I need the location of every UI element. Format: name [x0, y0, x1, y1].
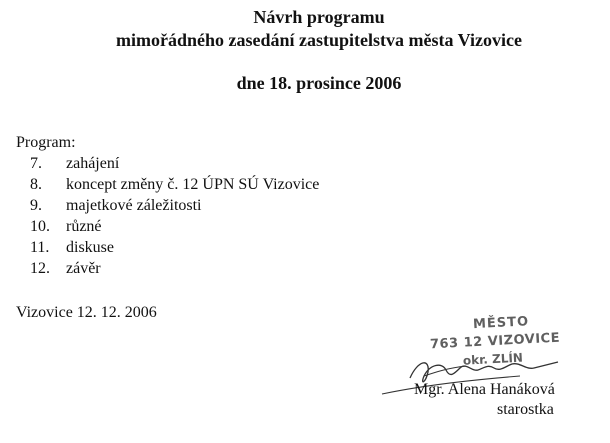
program-item-text: koncept změny č. 12 ÚPN SÚ Vizovice	[66, 176, 320, 193]
program-item-number: 9.	[30, 197, 42, 214]
program-item	[30, 174, 319, 195]
document-date: dne 18. prosince 2006	[236, 73, 402, 93]
program-label: Program:	[16, 134, 76, 151]
program-item	[30, 195, 319, 216]
program-item-number: 12.	[30, 260, 50, 277]
stamp-line-district: okr. ZLÍN	[462, 350, 524, 368]
program-list	[30, 153, 319, 279]
stamp-line-city: MĚSTO	[472, 314, 530, 333]
program-item-number: 11.	[30, 239, 50, 256]
program-item	[30, 216, 319, 237]
program-item	[30, 258, 319, 279]
program-item-number: 7.	[30, 155, 42, 172]
place-date: Vizovice 12. 12. 2006	[16, 304, 157, 321]
program-item-text: zahájení	[66, 155, 120, 172]
program-item	[30, 237, 319, 258]
program-item	[30, 153, 319, 174]
program-item-text: různé	[66, 218, 102, 235]
stamp-line-address: 763 12 VIZOVICE	[429, 330, 561, 353]
program-item-text: diskuse	[66, 239, 114, 256]
document-title: Návrh programu	[253, 7, 385, 27]
document-subtitle: mimořádného zasedání zastupitelstva města Vizovice	[116, 30, 522, 50]
program-item-number: 10.	[30, 218, 50, 235]
program-item-number: 8.	[30, 176, 42, 193]
program-item-text: závěr	[66, 260, 101, 277]
signer-name: Mgr. Alena Hanáková	[414, 381, 555, 398]
program-item-text: majetkové záležitosti	[66, 197, 202, 214]
signer-role: starostka	[497, 401, 554, 418]
